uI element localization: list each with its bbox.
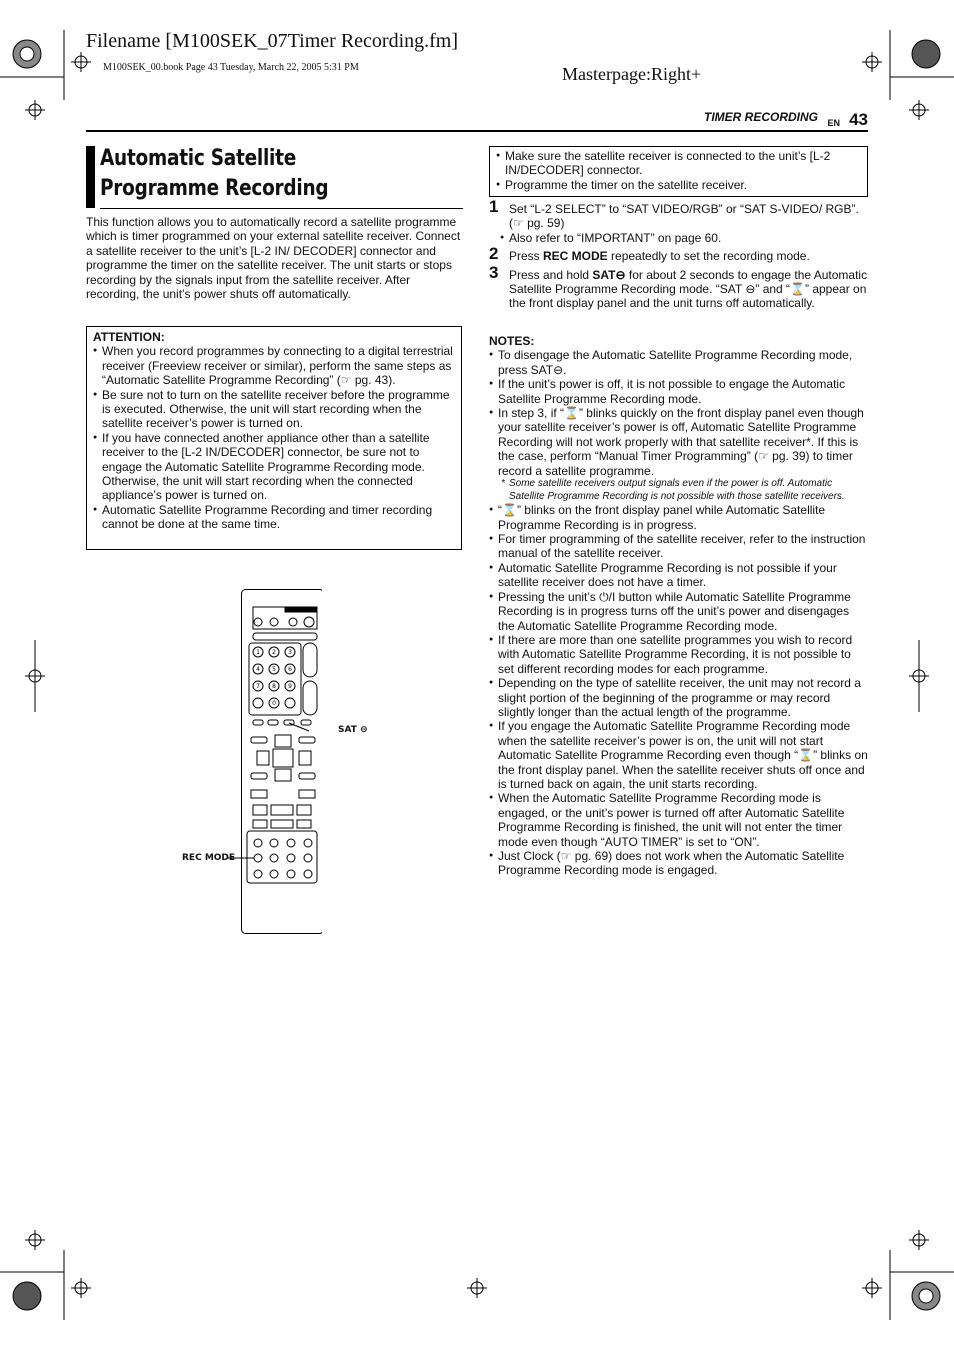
- step-sub-item: ● Also refer to “IMPORTANT” on page 60.: [500, 231, 869, 245]
- footnote: [489, 478, 869, 503]
- rec-mode-label: REC MODE: [182, 853, 236, 863]
- digit-label: 8: [272, 683, 276, 690]
- step-key: REC MODE: [543, 249, 608, 264]
- step-2: [489, 244, 869, 264]
- note-item: ● To disengage the Automatic Satellite Programme Recording mode, press SAT⊖.: [489, 348, 869, 377]
- step-text: Press: [509, 249, 544, 264]
- step-key: SAT⊖: [592, 267, 626, 282]
- attention-heading: ATTENTION:: [93, 330, 165, 344]
- title-rule: [100, 208, 463, 209]
- note-item: ● “⌛” blinks on the front display panel while Automatic Satellite Programme Recording is in progress.: [489, 503, 869, 532]
- step-3: [489, 262, 869, 311]
- step-text: Press and hold: [509, 267, 593, 282]
- digit-label: 5: [272, 666, 276, 673]
- digit-buttons: [253, 647, 295, 708]
- step-number: 1: [489, 197, 499, 216]
- sat-label: SAT ⊖: [338, 725, 368, 735]
- rec-mode-button-group: [254, 839, 312, 878]
- filename-header: Filename [M100SEK_07Timer Recording.fm]: [86, 30, 459, 52]
- digit-label: 0: [272, 700, 276, 707]
- note-item: ● If there are more than one satellite programmes you wish to record with Automatic Satellite Programme Recording, it is not possible to set different recording modes for each programme.: [489, 633, 869, 676]
- step-1: [489, 197, 869, 231]
- note-item: ● When the Automatic Satellite Programme Recording mode is engaged, or the unit’s power is turned off after Automatic Satellite Programme Recording is finished, the unit will not enter the timer mode even though “AUTO TIMER” is set to “ON”.: [489, 791, 869, 849]
- note-item: ● Depending on the type of satellite receiver, the unit may not record a slight portion of the beginning of the programme or may record slightly longer than the actual length of the programme.: [489, 676, 869, 719]
- intro-paragraph: This function allows you to automatically record a satellite programme which is timer programmed on your external satellite receiver. Connect a satellite receiver to the unit’s [L-2 IN/ DECODER] connector and programme the timer on the satellite receiver. The unit starts or stops recording by the signals input from the satellite receiver. After recording, the unit’s power shuts off automatically.: [86, 215, 461, 302]
- masterpage-label: Masterpage:Right+: [562, 64, 702, 84]
- footnote-mark: *: [501, 478, 505, 490]
- note-item: ● If the unit’s power is off, it is not possible to engage the Automatic Satellite Programme Recording mode.: [489, 377, 869, 406]
- digit-label: 3: [288, 649, 292, 656]
- steps-list: [489, 197, 869, 311]
- step-number: 3: [489, 262, 499, 282]
- running-header: [86, 108, 868, 132]
- page-title: Automatic Satellite Programme Recording: [100, 146, 329, 201]
- digit-label: 7: [256, 683, 260, 690]
- step-number: 2: [489, 244, 499, 264]
- step-text: repeatedly to set the recording mode.: [607, 249, 810, 264]
- step-text: for about 2 seconds to engage the Automatic Satellite Programme Recording mode. “SAT ⊖” and “⌛” appear on the front display panel and the unit turns off automatically.: [509, 267, 868, 311]
- prerequisite-box: [489, 146, 868, 197]
- digit-label: 2: [272, 649, 276, 656]
- attention-item: ● Automatic Satellite Programme Recording and timer recording cannot be done at the same time.: [93, 503, 455, 532]
- section-title: TIMER RECORDING: [704, 110, 818, 124]
- digit-label: 4: [256, 666, 260, 673]
- prereq-item: ● Programme the timer on the satellite receiver.: [496, 178, 861, 192]
- note-item: ● Just Clock (☞ pg. 69) does not work when the Automatic Satellite Programme Recording mode is engaged.: [489, 849, 869, 878]
- attention-item: ● If you have connected another appliance other than a satellite receiver to the [L-2 IN/DECODER] connector, be sure not to engage the Automatic Satellite Programme Recording mode. Otherwise, the unit will start recording when the connected appliance’s power is turned on.: [93, 431, 455, 503]
- note-item: ● If you engage the Automatic Satellite Programme Recording mode when the satellite receiver’s power is on, the unit will not start Automatic Satellite Programme Recording even though “⌛” blinks on the front display panel. When the satellite receiver shuts off once and is turned back on again, the unit starts recording.: [489, 719, 869, 791]
- note-item: ● For timer programming of the satellite receiver, refer to the instruction manual of the satellite receiver.: [489, 532, 869, 561]
- title-bar: [86, 146, 95, 208]
- step-text: Set “L-2 SELECT” to “SAT VIDEO/RGB” or “SAT S-VIDEO/ RGB”. (☞ pg. 59): [509, 202, 859, 231]
- language-tag: EN: [827, 118, 840, 128]
- prereq-item: ● Make sure the satellite receiver is connected to the unit’s [L-2 IN/DECODER] connector.: [496, 149, 861, 178]
- note-item: ● Automatic Satellite Programme Recording is not possible if your satellite receiver does not have a timer.: [489, 561, 869, 590]
- attention-item: ● When you record programmes by connecting to a digital terrestrial receiver (Freeview receiver or similar), perform the same steps as “Automatic Satellite Programme Recording” (☞ pg. 43).: [93, 344, 455, 387]
- book-info: M100SEK_00.book Page 43 Tuesday, March 22, 2005 5:31 PM: [103, 62, 359, 73]
- digit-label: 6: [288, 666, 292, 673]
- attention-box: [86, 326, 462, 550]
- note-item: ● Pressing the unit’s ⏻/I button while Automatic Satellite Programme Recording is in progress turns off the unit’s power and disengages the Automatic Satellite Programme Recording mode.: [489, 590, 869, 633]
- notes-section: [489, 334, 869, 878]
- page-number: 43: [849, 110, 868, 129]
- digit-label: 9: [288, 683, 292, 690]
- note-item: ● In step 3, if “⌛” blinks quickly on the front display panel even though your satellite receiver’s power is off, Automatic Satellite Programme Recording will not work properly with that satellite receiver*. If this is the case, perform “Manual Timer Programming” (☞ pg. 39) to timer record a satellite programme.: [489, 406, 869, 478]
- footnote-text: Some satellite receivers output signals even if the power is off. Automatic Satellite Programme Recording is not possible with those satellite receivers.: [509, 478, 845, 502]
- notes-heading: NOTES:: [489, 334, 535, 348]
- digit-label: 1: [256, 649, 260, 656]
- remote-control-illustration: [182, 589, 322, 939]
- attention-item: ● Be sure not to turn on the satellite receiver before the programme is executed. Otherwise, the unit will start recording when the satellite receiver’s power is turned on.: [93, 388, 455, 431]
